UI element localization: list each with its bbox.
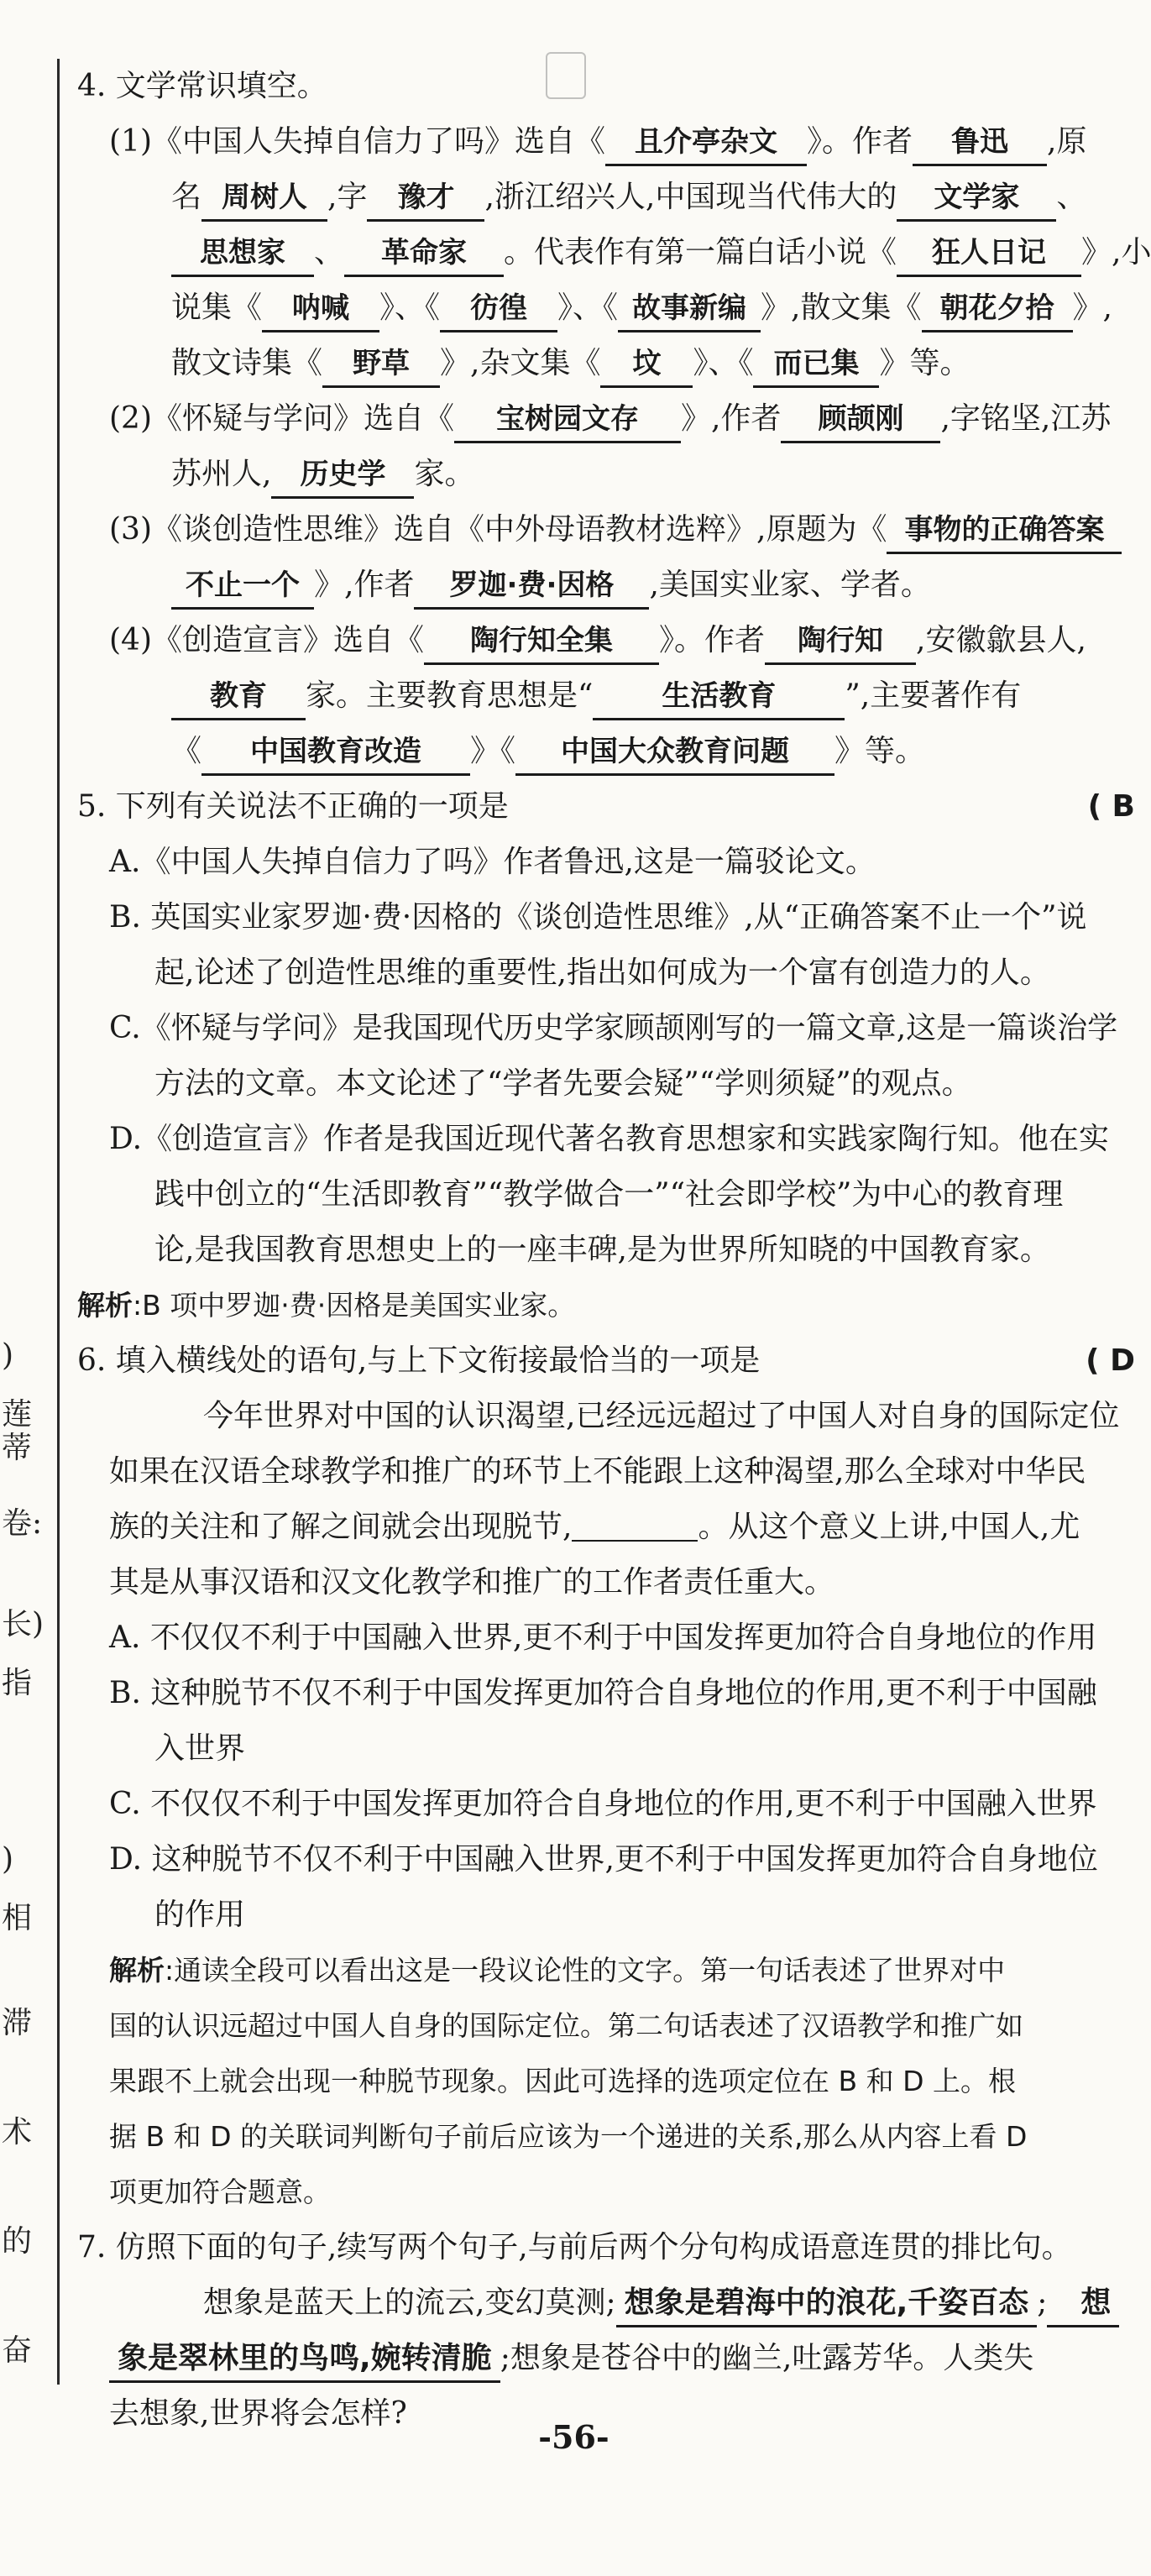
q6-option-d-cont: 的作用 <box>154 1898 246 1932</box>
q4-p4-line2 <box>77 668 1135 724</box>
q4-p3-line2 <box>77 558 1135 613</box>
q6-passage-line: 今年世界对中国的认识渴望,已经远远超过了中国人对自身的国际定位 <box>203 1399 1120 1433</box>
text: 》、《 <box>693 346 754 380</box>
text: 家。 <box>414 457 475 491</box>
fill-blank <box>572 1506 698 1542</box>
margin-fragment: 卷: <box>2 1506 43 1541</box>
text: 散文诗集《 <box>171 346 323 380</box>
q6-option-d: D. 这种脱节不仅不利于中国融入世界,更不利于中国发挥更加符合自身地位 <box>109 1842 1098 1877</box>
text: 》等。 <box>834 734 926 768</box>
text: 》等。 <box>879 346 971 380</box>
q6-option-b-cont: 入世界 <box>154 1731 246 1766</box>
answer-blank: 想 <box>1047 2281 1119 2327</box>
margin-fragment: 滞 <box>2 2006 33 2040</box>
q4-p1-line2 <box>77 170 1135 225</box>
q7-line2 <box>77 2331 1135 2386</box>
q6-explanation-cont: 果跟不上就会出现一种脱节现象。因此可选择的选项定位在 B 和 D 上。根 <box>109 2065 1017 2097</box>
q6-passage-line: 如果在汉语全球教学和推广的环节上不能跟上这种渴望,那么全球对中华民 <box>109 1454 1086 1489</box>
text: ,原 <box>1047 124 1087 159</box>
explanation-label: 解析 <box>77 1289 133 1322</box>
answer-blank: 中国教育改造 <box>201 730 470 776</box>
q4-p1-line5 <box>77 336 1135 391</box>
answer-blank: 不止一个 <box>171 563 314 610</box>
text: 《 <box>171 734 202 768</box>
q4-p4-line1 <box>77 613 1135 668</box>
q4-p3-line1 <box>77 502 1135 558</box>
answer-blank: 罗迦·费·因格 <box>414 563 649 610</box>
answer-blank: 鲁迅 <box>913 120 1047 166</box>
answer-blank: 顾颉刚 <box>781 397 940 443</box>
answer-blank: 陶行知 <box>765 619 916 665</box>
explanation-label: 解析 <box>109 1954 165 1987</box>
q6-explanation-cont: 国的认识远超过中国人自身的国际定位。第二句话表述了汉语教学和推广如 <box>109 2009 1023 2042</box>
answer-blank: 彷徨 <box>440 286 557 332</box>
text: (1)《中国人失掉自信力了吗》选自《 <box>109 124 605 159</box>
text: 》,散文集《 <box>761 291 922 325</box>
text: (2)《怀疑与学问》选自《 <box>109 401 454 436</box>
q5-option-a: A.《中国人失掉自信力了吗》作者鲁迅,这是一篇驳论文。 <box>109 845 876 879</box>
answer-blank: 故事新编 <box>618 286 761 332</box>
text: 苏州人, <box>171 457 272 491</box>
q6-passage-line: 其是从事汉语和汉文化教学和推广的工作者责任重大。 <box>109 1565 835 1600</box>
q7-line3: 去想象,世界将会怎样? <box>109 2396 407 2431</box>
q4-p2-line1 <box>77 391 1135 447</box>
text: 》, <box>1072 291 1112 325</box>
q5-option-c: C.《怀疑与学问》是我国现代历史学家顾颉刚写的一篇文章,这是一篇谈治学 <box>109 1011 1118 1045</box>
answer-blank: 坟 <box>600 342 693 388</box>
q6-answer: ( D <box>1086 1343 1135 1378</box>
answer-blank: 陶行知全集 <box>424 619 659 665</box>
margin-fragment: 长) <box>2 1607 44 1641</box>
text: 》,杂文集《 <box>440 346 601 380</box>
margin-fragment: 指 <box>2 1666 33 1700</box>
text: 》、《 <box>557 291 619 325</box>
answer-blank: 周树人 <box>201 175 327 222</box>
q5-option-b: B. 英国实业家罗迦·费·因格的《谈创造性思维》,从“正确答案不止一个”说 <box>109 900 1087 935</box>
q5-answer: ( B <box>1087 789 1135 824</box>
q5-explanation <box>77 1278 1135 1333</box>
q6-passage-line <box>77 1500 1135 1555</box>
answer-blank: 历史学 <box>271 453 414 499</box>
worksheet-page <box>77 59 1151 2442</box>
text: ;想象是苍谷中的幽兰,吐露芳华。人类失 <box>500 2341 1034 2375</box>
answer-blank: 宝树园文存 <box>454 397 681 443</box>
q4-p1-line1 <box>77 114 1135 170</box>
answer-blank: 豫才 <box>367 175 484 222</box>
q4-p1-line3 <box>77 225 1151 280</box>
q5-option-d-cont: 践中创立的“生活即教育”“教学做合一”“社会即学校”为中心的教育理 <box>154 1177 1064 1212</box>
q5-title-row <box>77 779 1135 835</box>
answer-blank: 教育 <box>171 674 306 720</box>
answer-blank: 生活教育 <box>593 674 845 720</box>
q4-p2-line2 <box>77 447 1135 502</box>
q6-explanation-cont: 项更加符合题意。 <box>109 2175 331 2208</box>
answer-blank: 革命家 <box>344 231 504 277</box>
answer-blank: 思想家 <box>171 231 314 277</box>
answer-blank: 象是翠林里的鸟鸣,婉转清脆 <box>109 2337 500 2383</box>
text: 说集《 <box>171 291 263 325</box>
q6-explanation <box>77 1943 1135 1998</box>
margin-rule <box>57 59 60 2385</box>
q5-option-c-cont: 方法的文章。本文论述了“学者先要会疑”“学则须疑”的观点。 <box>154 1066 972 1101</box>
text: 想象是蓝天上的流云,变幻莫测; <box>203 2285 616 2320</box>
answer-blank: 中国大众教育问题 <box>515 730 834 776</box>
answer-blank: 朝花夕拾 <box>922 286 1073 332</box>
text: 、 <box>1056 180 1087 214</box>
text: 》。作者 <box>659 623 766 657</box>
text: ”,主要著作有 <box>845 678 1022 713</box>
q4-title: 4. 文学常识填空。 <box>77 69 327 103</box>
margin-fragment: 奋 <box>2 2333 33 2368</box>
answer-blank: 事物的正确答案 <box>887 508 1122 554</box>
answer-blank: 野草 <box>322 342 440 388</box>
q6-option-a: A. 不仅仅不利于中国融入世界,更不利于中国发挥更加符合自身地位的作用 <box>109 1620 1097 1655</box>
q7-title: 7. 仿照下面的句子,续写两个句子,与前后两个分句构成语意连贯的排比句。 <box>77 2230 1072 2264</box>
text: (3)《谈创造性思维》选自《中外母语教材选粹》,原题为《 <box>109 512 887 547</box>
margin-fragment: 的 <box>2 2224 33 2259</box>
q5-option-d-cont2: 论,是我国教育思想史上的一座丰碑,是为世界所知晓的中国教育家。 <box>154 1233 1050 1267</box>
margin-fragment: 莲蒂 <box>2 1397 33 1465</box>
q4-p4-line3 <box>77 724 1135 779</box>
explanation-text: :B 项中罗迦·费·因格是美国实业家。 <box>133 1289 576 1322</box>
text: 》《 <box>470 734 516 768</box>
margin-fragment: ) <box>2 1842 14 1877</box>
q5-title: 5. 下列有关说法不正确的一项是 <box>77 789 509 824</box>
q6-explanation-cont: 据 B 和 D 的关联词判断句子前后应该为一个递进的关系,那么从内容上看 D <box>109 2120 1028 2153</box>
text: 》,小 <box>1081 235 1151 270</box>
margin-fragment: ) <box>2 1338 14 1373</box>
q5-option-b-cont: 起,论述了创造性思维的重要性,指出如何成为一个富有创造力的人。 <box>154 956 1050 990</box>
answer-blank: 想象是碧海中的浪花,千姿百态 <box>616 2281 1038 2327</box>
q6-option-c: C. 不仅仅不利于中国发挥更加符合自身地位的作用,更不利于中国融入世界 <box>109 1787 1097 1821</box>
text: ,安徽歙县人, <box>916 623 1086 657</box>
text: (4)《创造宣言》选自《 <box>109 623 424 657</box>
text: ,浙江绍兴人,中国现当代伟大的 <box>484 180 897 214</box>
text: 》,作者 <box>681 401 782 436</box>
text: 。代表作有第一篇白话小说《 <box>504 235 897 270</box>
text: ,美国实业家、学者。 <box>649 568 931 602</box>
explanation-text: :通读全段可以看出这是一段议论性的文字。第一句话表述了世界对中 <box>165 1954 1006 1987</box>
answer-blank: 呐喊 <box>262 286 379 332</box>
answer-blank: 而已集 <box>753 342 879 388</box>
q6-title: 6. 填入横线处的语句,与上下文衔接最恰当的一项是 <box>77 1343 761 1378</box>
q4-p1-line4 <box>77 280 1135 336</box>
text: ,字 <box>327 180 368 214</box>
text: 族的关注和了解之间就会出现脱节, <box>109 1510 573 1544</box>
text: 》。作者 <box>807 124 913 159</box>
text: 家。主要教育思想是“ <box>306 678 594 713</box>
text: 名 <box>171 180 202 214</box>
text: 、 <box>314 235 345 270</box>
page-number: -56- <box>538 2418 610 2456</box>
margin-fragment: 相 <box>2 1901 33 1935</box>
q6-title-row <box>77 1333 1135 1389</box>
q7-line1 <box>77 2275 1135 2331</box>
answer-blank: 文学家 <box>897 175 1056 222</box>
text: 》,作者 <box>314 568 415 602</box>
text: 。从这个意义上讲,中国人,尤 <box>698 1510 1080 1544</box>
text: ,字铭坚,江苏 <box>940 401 1112 436</box>
q5-option-d: D.《创造宣言》作者是我国近现代著名教育思想家和实践家陶行知。他在实 <box>109 1122 1110 1156</box>
answer-blank: 狂人日记 <box>897 231 1081 277</box>
text: ; <box>1037 2285 1048 2320</box>
answer-blank: 且介亭杂文 <box>605 120 807 166</box>
margin-fragment: 术 <box>2 2115 33 2149</box>
text: 》、《 <box>379 291 441 325</box>
left-margin <box>0 0 57 2576</box>
q6-option-b: B. 这种脱节不仅不利于中国发挥更加符合自身地位的作用,更不利于中国融 <box>109 1676 1097 1710</box>
